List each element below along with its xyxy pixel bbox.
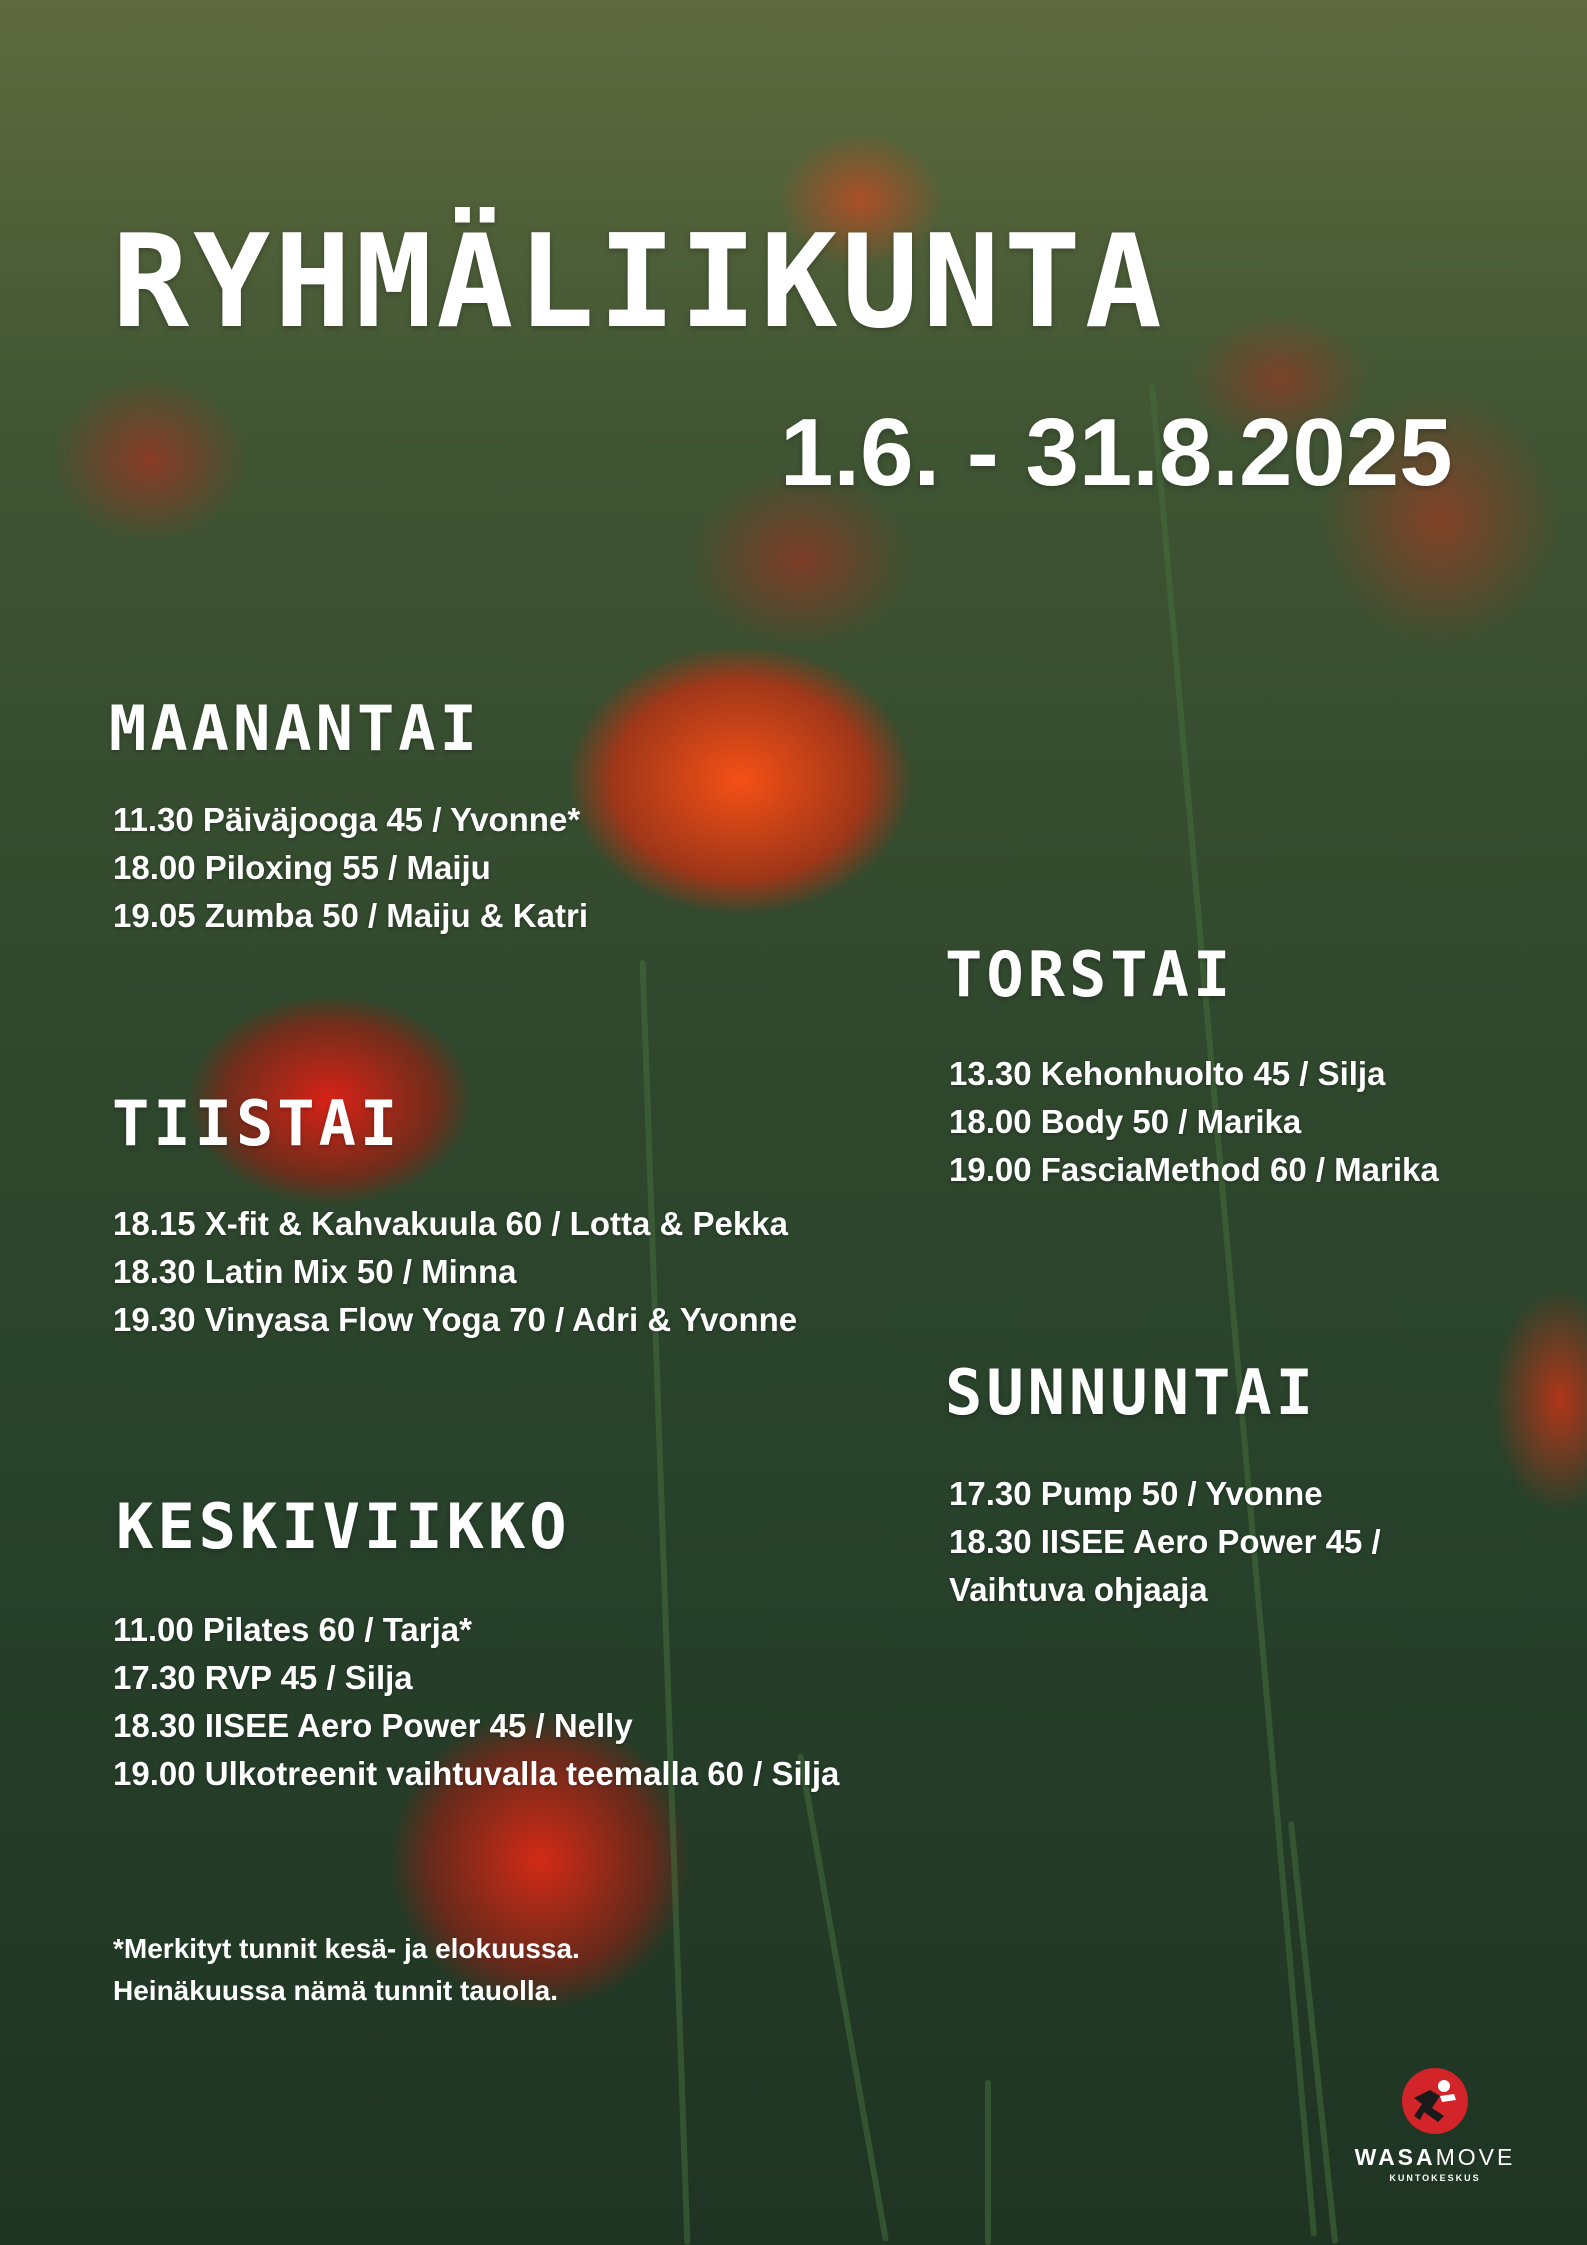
class-item: 18.00 Piloxing 55 / Maiju xyxy=(113,849,491,886)
class-item: 19.00 FasciaMethod 60 / Marika xyxy=(949,1151,1439,1188)
class-list-wednesday xyxy=(113,1606,839,1798)
logo-name-light: MOVE xyxy=(1435,2144,1516,2170)
class-item: 19.05 Zumba 50 / Maiju & Katri xyxy=(113,897,588,934)
class-item: 13.30 Kehonhuolto 45 / Silja xyxy=(949,1055,1386,1092)
class-list-tuesday xyxy=(113,1200,797,1344)
class-item: 18.15 X-fit & Kahvakuula 60 / Lotta & Pekka xyxy=(113,1205,788,1242)
class-item: 17.30 RVP 45 / Silja xyxy=(113,1659,413,1696)
class-item: Vaihtuva ohjaaja xyxy=(949,1571,1208,1608)
logo-tagline: KUNTOKESKUS xyxy=(1389,2173,1481,2183)
class-item: 11.30 Päiväjooga 45 / Yvonne* xyxy=(113,801,581,838)
class-item: 17.30 Pump 50 / Yvonne xyxy=(949,1475,1323,1512)
class-item: 19.30 Vinyasa Flow Yoga 70 / Adri & Yvonne xyxy=(113,1301,798,1338)
day-heading-monday: MAANANTAI xyxy=(109,692,481,765)
date-range: 1.6. - 31.8.2025 xyxy=(780,399,1453,506)
page-title: RYHMÄLIIKUNTA xyxy=(112,208,1166,357)
class-item: 18.30 Latin Mix 50 / Minna xyxy=(113,1253,517,1290)
logo-wordmark xyxy=(1345,2144,1525,2171)
class-list-thursday xyxy=(949,1050,1439,1194)
day-heading-wednesday: KESKIVIIKKO xyxy=(116,1490,571,1563)
class-item: 11.00 Pilates 60 / Tarja* xyxy=(113,1611,472,1648)
class-item: 18.00 Body 50 / Marika xyxy=(949,1103,1302,1140)
day-heading-thursday: TORSTAI xyxy=(945,938,1235,1011)
footnote xyxy=(113,1928,580,2012)
class-item: 18.30 IISEE Aero Power 45 / Nelly xyxy=(113,1707,633,1744)
wasamove-logo xyxy=(1345,2068,1525,2183)
footnote-line: Heinäkuussa nämä tunnit tauolla. xyxy=(113,1975,558,2006)
logo-name-bold: WASA xyxy=(1354,2144,1436,2170)
day-heading-tuesday: TIISTAI xyxy=(112,1087,402,1160)
class-list-monday xyxy=(113,796,588,940)
runner-icon xyxy=(1402,2068,1468,2134)
footnote-line: *Merkityt tunnit kesä- ja elokuussa. xyxy=(113,1933,580,1964)
class-item: 18.30 IISEE Aero Power 45 / xyxy=(949,1523,1381,1560)
day-heading-sunday: SUNNUNTAI xyxy=(945,1356,1317,1429)
class-list-sunday xyxy=(949,1470,1381,1614)
class-item: 19.00 Ulkotreenit vaihtuvalla teemalla 60 / Silja xyxy=(113,1755,840,1792)
